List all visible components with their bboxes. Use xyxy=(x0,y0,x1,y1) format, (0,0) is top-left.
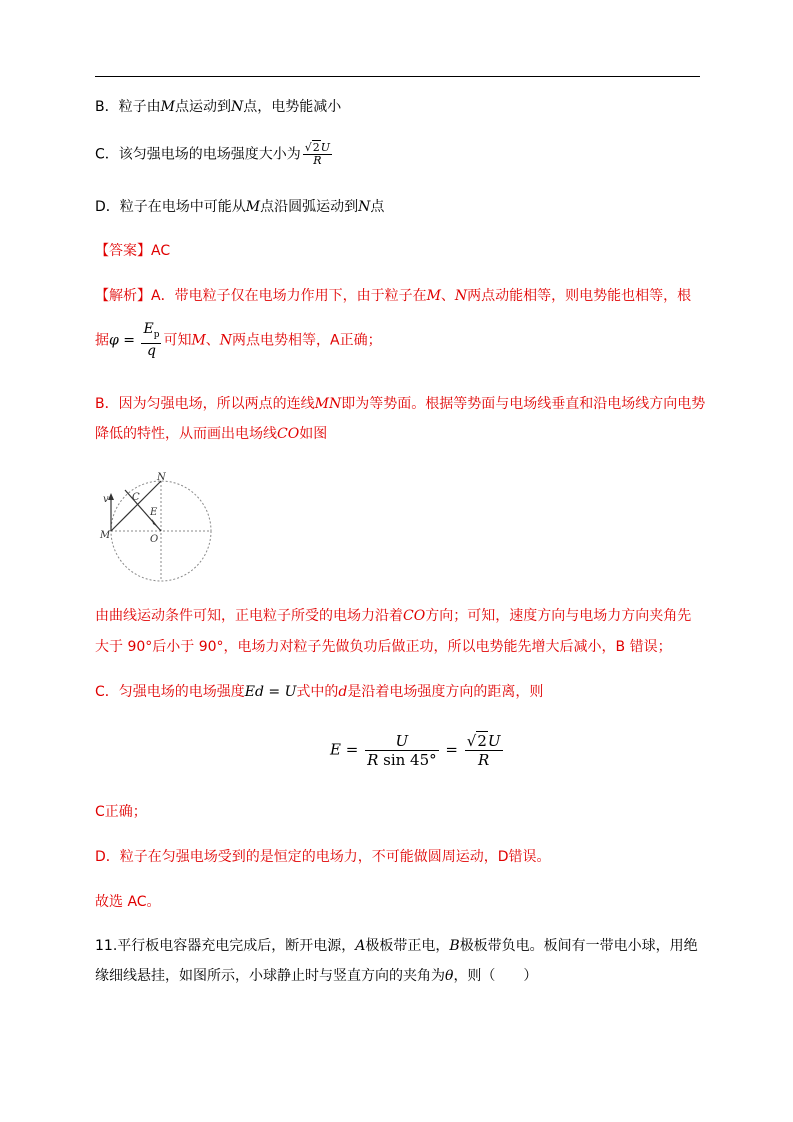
distance-d: d xyxy=(338,684,348,700)
analysis-b-text4: 如图 xyxy=(299,426,328,442)
q11-text4: 缘细线悬挂，如图所示，小球静止时与竖直方向的夹角为 xyxy=(95,968,445,984)
label-n: N xyxy=(157,472,166,483)
field-strength-formula xyxy=(330,732,505,769)
analysis-c-text1: C．匀强电场的电场强度 xyxy=(95,684,245,700)
analysis-a-line1 xyxy=(95,286,691,306)
velocity-arrow-head xyxy=(108,493,114,500)
analysis-b-text2: 即为等势面。根据等势面与电场线垂直和沿电场线方向电势 xyxy=(341,396,706,412)
analysis-b-text6: 方向；可知，速度方向与电场力方向夹角先 xyxy=(425,608,692,624)
voltage-u: U xyxy=(284,684,297,700)
option-d-prefix: D．粒子在电场中可能从 xyxy=(95,199,246,215)
q11-text3: 极板带负电。板间有一带电小球，用绝 xyxy=(459,938,698,954)
line-mn: MN xyxy=(314,396,342,412)
analysis-c-correct: C正确； xyxy=(95,804,147,820)
analysis-a-text5: 两点电势相等，A正确； xyxy=(232,332,382,349)
formula-fraction-2 xyxy=(465,732,503,769)
label-c: C xyxy=(132,492,140,503)
label-v: v xyxy=(103,494,109,505)
option-b-suffix: 点，电势能减小 xyxy=(243,99,342,115)
analysis-b-text5: 由曲线运动条件可知，正电粒子所受的电场力沿着 xyxy=(95,608,403,624)
analysis-a-text4: 可知 xyxy=(163,332,192,349)
analysis-c-text3: 是沿着电场强度方向的距离，则 xyxy=(347,684,544,700)
point-n: N xyxy=(454,288,468,304)
option-d-mid: 点沿圆弧运动到 xyxy=(260,199,359,215)
analysis-a-text2: 两点动能相等，则电势能也相等，根 xyxy=(467,288,692,304)
analysis-a-text3: 据 xyxy=(95,332,109,349)
label-o: O xyxy=(150,534,159,545)
voltage-u: U xyxy=(487,732,501,750)
option-c xyxy=(95,142,334,167)
option-b-prefix: B．粒子由 xyxy=(95,99,161,115)
q11-text5: ，则（ ） xyxy=(453,968,538,984)
radius-r: R xyxy=(367,751,379,769)
formula-fraction-1 xyxy=(365,732,439,769)
answer-line: 【答案】AC xyxy=(95,243,171,259)
voltage-u: U xyxy=(365,732,439,751)
point-m: M xyxy=(245,199,261,215)
sqrt-radicand: 2 xyxy=(312,141,320,154)
charge-q: q xyxy=(146,342,156,359)
analysis-c-text2: 式中的 xyxy=(296,684,339,700)
point-n: N xyxy=(219,332,233,349)
separator: 、 xyxy=(205,332,220,349)
point-m: M xyxy=(426,288,441,304)
energy-e: E xyxy=(143,321,154,337)
separator: 、 xyxy=(440,288,455,304)
sin-45: sin 45° xyxy=(378,751,437,769)
sqrt-sign: √ xyxy=(466,732,477,750)
plate-b: B xyxy=(449,938,460,954)
option-d xyxy=(95,197,384,217)
analysis-a-text1: 【解析】A．带电粒子仅在电场力作用下，由于粒子在 xyxy=(95,288,427,304)
voltage-u: U xyxy=(320,141,331,154)
option-c-prefix: C．该匀强电场的电场强度大小为 xyxy=(95,146,301,163)
point-m: M xyxy=(191,332,206,349)
radius-r: R xyxy=(313,154,322,167)
energy-subscript: p xyxy=(153,329,160,340)
option-b xyxy=(95,97,341,117)
point-n: N xyxy=(358,199,371,215)
equals-sign: = xyxy=(340,740,364,759)
question-11-line1 xyxy=(95,936,698,956)
q11-text2: 极板带正电， xyxy=(365,938,450,954)
point-n: N xyxy=(230,99,244,115)
analysis-d-line: D．粒子在匀强电场受到的是恒定的电场力，不可能做圆周运动，D错误。 xyxy=(95,849,551,865)
analysis-b-text1: B．因为匀强电场，所以两点的连线 xyxy=(95,396,315,412)
phi-symbol: φ xyxy=(109,332,119,349)
radius-r: R xyxy=(477,751,490,769)
label-e: E xyxy=(150,507,158,518)
option-b-mid: 点运动到 xyxy=(174,99,231,115)
analysis-b-line4: 大于 90°后小于 90°，电场力对粒子先做负功后做正功，所以电势能先增大后减小，B 错误； xyxy=(95,639,672,655)
analysis-c-line1 xyxy=(95,682,543,702)
option-c-fraction xyxy=(303,142,332,167)
field-diagram xyxy=(95,472,225,584)
question-11-line2 xyxy=(95,966,537,986)
plate-a: A xyxy=(355,938,366,954)
option-d-suffix: 点 xyxy=(370,199,385,215)
ed-term: Ed xyxy=(244,684,264,700)
equals-sign: = xyxy=(118,332,140,349)
analysis-b-line2 xyxy=(95,424,327,444)
analysis-b-line1 xyxy=(95,394,705,414)
theta-symbol: θ xyxy=(445,968,454,984)
equals-sign: = xyxy=(263,684,285,700)
analysis-b-text3: 降低的特性，从而画出电场线 xyxy=(95,426,277,442)
sqrt-radicand: 2 xyxy=(477,732,487,750)
conclusion-line: 故选 AC。 xyxy=(95,894,161,910)
analysis-a-line2 xyxy=(95,322,382,359)
top-divider xyxy=(95,76,700,77)
equals-sign: = xyxy=(440,740,463,759)
field-e: E xyxy=(330,740,341,759)
analysis-b-line3 xyxy=(95,606,691,626)
line-co: CO xyxy=(403,608,426,624)
label-m: M xyxy=(100,530,111,541)
point-m: M xyxy=(160,99,175,115)
q11-text1: 11.平行板电容器充电完成后，断开电源， xyxy=(95,938,356,954)
line-co: CO xyxy=(277,426,300,442)
potential-fraction xyxy=(141,322,161,359)
sqrt-sign: √ xyxy=(304,141,312,154)
